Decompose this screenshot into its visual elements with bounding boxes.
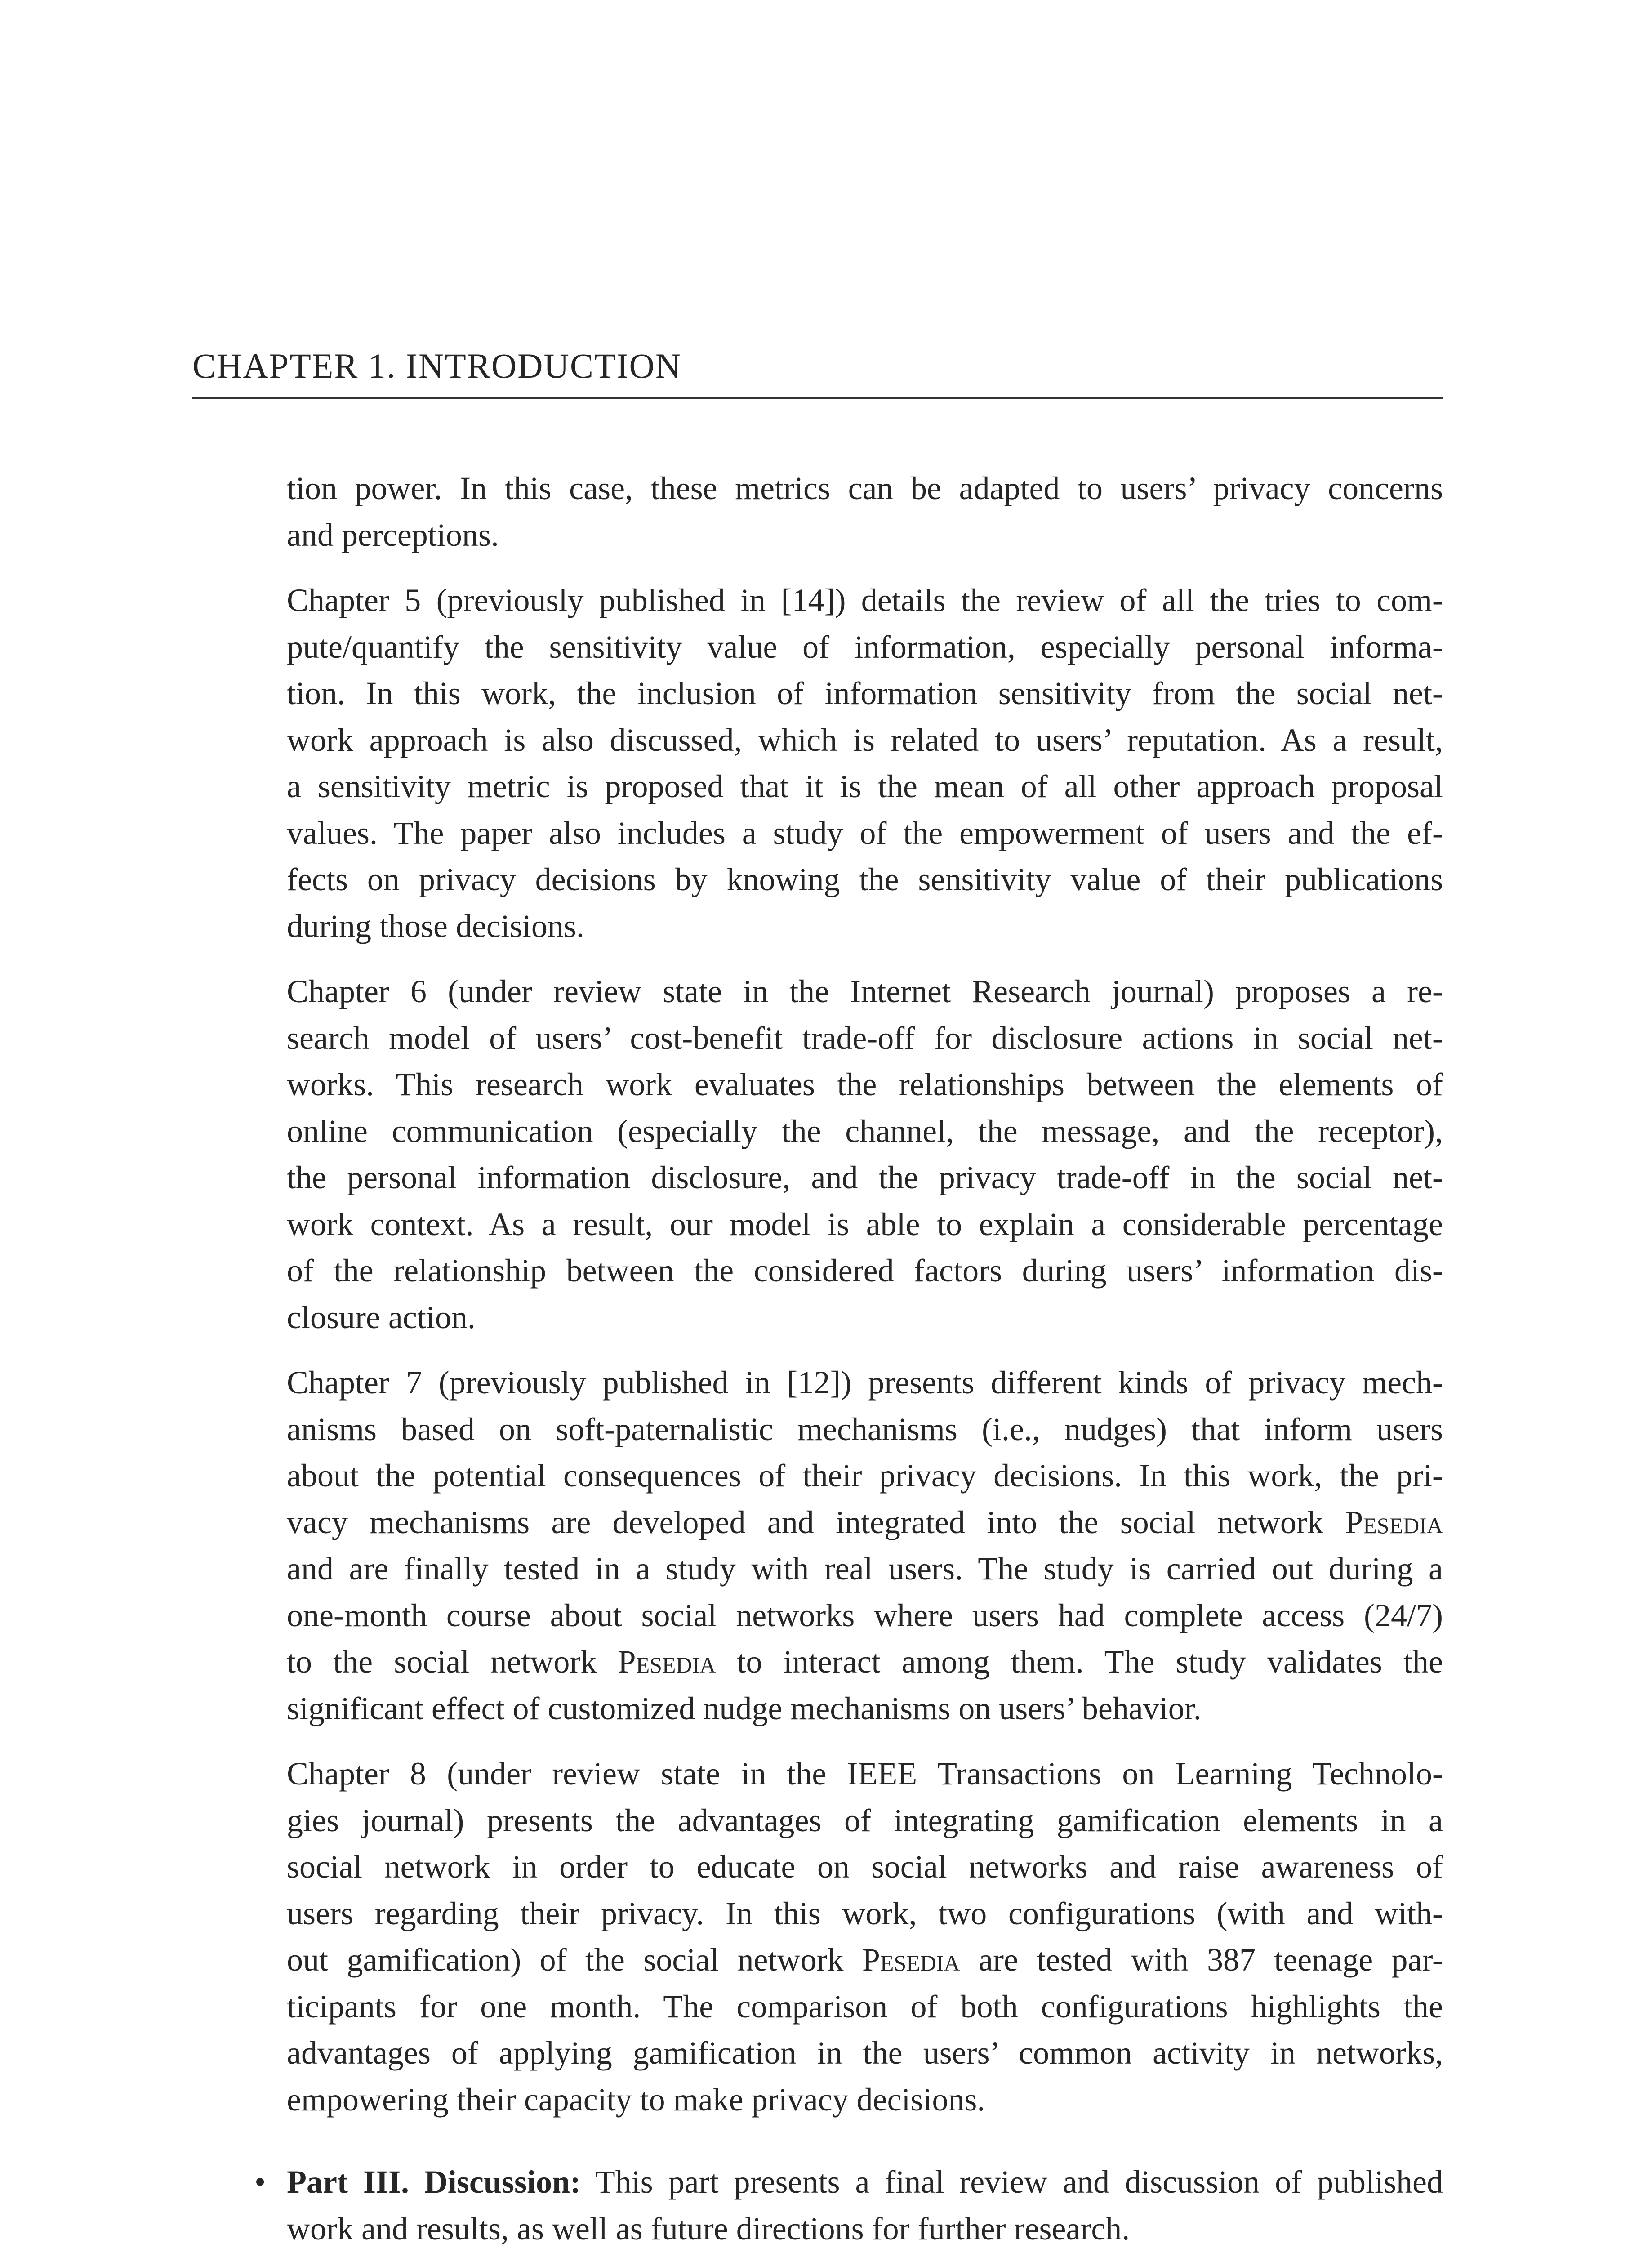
paragraph [287, 968, 1443, 1341]
paragraph [287, 1751, 1443, 2123]
text-line: anisms based on soft-paternalistic mechanisms (i.e., nudges) that inform users [287, 1411, 1443, 1447]
text-line: about the potential consequences of their privacy decisions. In this work, the pri- [287, 1458, 1443, 1494]
text-line: search model of users’ cost-benefit trade-off for disclosure actions in social net- [287, 1020, 1443, 1056]
text-line: Chapter 8 (under review state in the IEEE Transactions on Learning Technolo- [287, 1756, 1443, 1792]
text-line: one-month course about social networks where users had complete access (24/7) [287, 1597, 1443, 1633]
text-line: work and results, as well as future directions for further research. [287, 2210, 1130, 2247]
text-line: advantages of applying gamification in the users’ common activity in networks, [287, 2035, 1443, 2071]
text-line: of the relationship between the considered factors during users’ information dis- [287, 1253, 1443, 1289]
text-line: and are finally tested in a study with real users. The study is carried out during a [287, 1551, 1443, 1587]
paragraph [287, 577, 1443, 950]
bullet-marker: • [254, 2164, 266, 2200]
text-line: users regarding their privacy. In this work, two configurations (with and with- [287, 1895, 1443, 1931]
text-line: work context. As a result, our model is able to explain a considerable percentage [287, 1206, 1443, 1242]
text-line: fects on privacy decisions by knowing the sensitivity value of their publications [287, 861, 1443, 897]
text-line: tion. In this work, the inclusion of information sensitivity from the social net- [287, 675, 1443, 711]
text-line: gies journal) presents the advantages of integrating gamification elements in a [287, 1802, 1443, 1838]
text-line: work approach is also discussed, which is related to users’ reputation. As a result, [287, 722, 1443, 758]
text-line: the personal information disclosure, and the privacy trade-off in the social net- [287, 1160, 1443, 1195]
text-line: vacy mechanisms are developed and integrated into the social network Pesedia [287, 1504, 1443, 1540]
pesedia-name: Pesedia [862, 1942, 960, 1978]
pesedia-name: Pesedia [618, 1644, 716, 1680]
text-line: and perceptions. [287, 517, 499, 553]
text-line: a sensitivity metric is proposed that it is the mean of all other approach proposal [287, 768, 1443, 804]
text-line: empowering their capacity to make privacy decisions. [287, 2081, 985, 2118]
text-line: out gamification) of the social network Pesedia are tested with 387 teenage par- [287, 1942, 1443, 1978]
text-line: significant effect of customized nudge mechanisms on users’ behavior. [287, 1690, 1202, 1726]
text-line: Chapter 6 (under review state in the Internet Research journal) proposes a re- [287, 973, 1443, 1009]
paragraph [287, 465, 1443, 558]
text-line: to the social network Pesedia to interact among them. The study validates the [287, 1644, 1443, 1680]
text-line: Chapter 7 (previously published in [12]) presents different kinds of privacy mech- [287, 1365, 1443, 1401]
text-line: during those decisions. [287, 908, 584, 944]
text-line: • Part III. Discussion: This part presents a final review and discussion of published [287, 2159, 1443, 2206]
text-line: social network in order to educate on social networks and raise awareness of [287, 1849, 1443, 1885]
body-text [254, 465, 1443, 2248]
text-line: values. The paper also includes a study of the empowerment of users and the ef- [287, 815, 1443, 851]
text-line: tion power. In this case, these metrics can be adapted to users’ privacy concerns [287, 470, 1443, 506]
text-line: works. This research work evaluates the relationships between the elements of [287, 1066, 1443, 1102]
paragraph [287, 1360, 1443, 1732]
text-line: pute/quantify the sensitivity value of information, especially personal informa- [287, 629, 1443, 665]
bullet-label: Part III. Discussion: [287, 2164, 581, 2200]
text-line: ticipants for one month. The comparison of both configurations highlights the [287, 1988, 1443, 2025]
pesedia-name: Pesedia [1345, 1504, 1443, 1540]
bullet-list-item [254, 2159, 1443, 2248]
text-line: closure action. [287, 1299, 476, 1335]
running-header: CHAPTER 1. INTRODUCTION [192, 346, 682, 385]
text-line: online communication (especially the channel, the message, and the receptor), [287, 1113, 1443, 1149]
header-rule [192, 397, 1443, 399]
text-line: Chapter 5 (previously published in [14]) details the review of all the tries to com- [287, 582, 1443, 618]
